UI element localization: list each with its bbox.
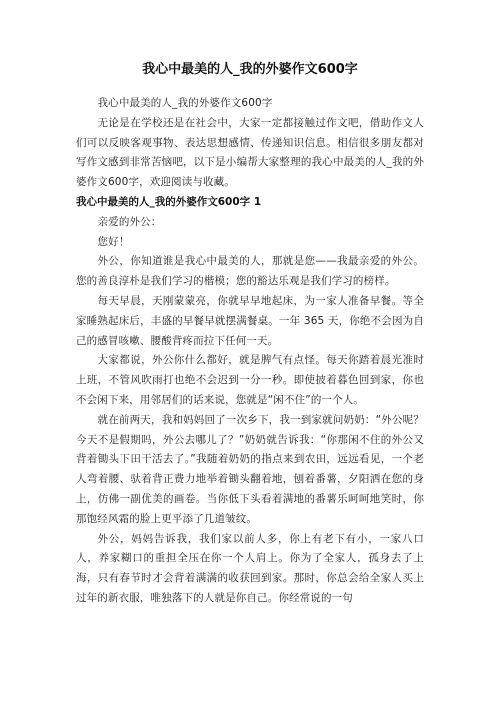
document-title: 我心中最美的人_我的外婆作文600字: [142, 62, 358, 77]
body-paragraph: 每天早晨，天刚蒙蒙亮，你就早早地起床，为一家人准备早餐。等全家睡熟起床后，丰盛的早餐早就摆满餐桌。一年 365 天，你绝不会因为自己的感冒咳嗽、腰酸背疼而拉下任何一天。: [76, 294, 424, 347]
body-paragraph: 外公，你知道谁是我心中最美的人，那就是您——我最亲爱的外公。您的善良淳朴是我们学习的楷模；您的豁达乐观是我们学习的榜样。: [76, 255, 424, 288]
body-paragraph: 大家都说，外公你什么都好，就是脾气有点怪。每天你踏着晨光准时上班，不管风吹雨打也绝不会迟到一分一秒。即使披着暮色回到家，你也不会闲下来，用邻居们的话来说，您就是“闲不住”的一个人。: [76, 354, 424, 406]
section-heading: 我心中最美的人_我的外婆作文600字 1: [76, 195, 262, 208]
body-paragraph: 外公，妈妈告诉我，我们家以前人多，你上有老下有小，一家八口人，养家糊口的重担全压在你一个人肩上。你为了全家人，孤身去了上海，只有春节时才会背着满满的收获回到家。那时，你总会给全家人买上过年的新衣服，唯独落下的人就是你自己。你经常说的一句: [76, 532, 424, 604]
letter-greeting: 亲爱的外公：: [97, 215, 162, 228]
body-paragraph: 就在前两天，我和妈妈回了一次乡下，我一到家就问奶奶：“外公呢？今天不是假期吗，外公去哪儿了？”奶奶就告诉我：“你那闲不住的外公又背着锄头下田干活去了。”我随着奶奶的指点来到农田，远远看见，一个老人弯着腰、驮着背正费力地举着锄头翻着地，刨着番薯，夕阳洒在您的身上，仿佛一副优美的画卷。当你低下头看着满地的番薯乐呵呵地笑时，你那饱经风霜的脸上更平添了几道皱纹。: [76, 413, 424, 525]
letter-hello: 您好！: [97, 235, 130, 248]
intro-line: 我心中最美的人_我的外婆作文600字: [97, 97, 273, 109]
intro-paragraph: 无论是在学校还是在社会中，大家一定都接触过作文吧，借助作文人们可以反映客观事物、表达思想感情、传递知识信息。相信很多朋友都对写作文感到非常苦恼吧，以下是小编帮大家整理的我心中最美的人_我的外婆作文600字，欢迎阅读与收藏。: [76, 116, 424, 189]
